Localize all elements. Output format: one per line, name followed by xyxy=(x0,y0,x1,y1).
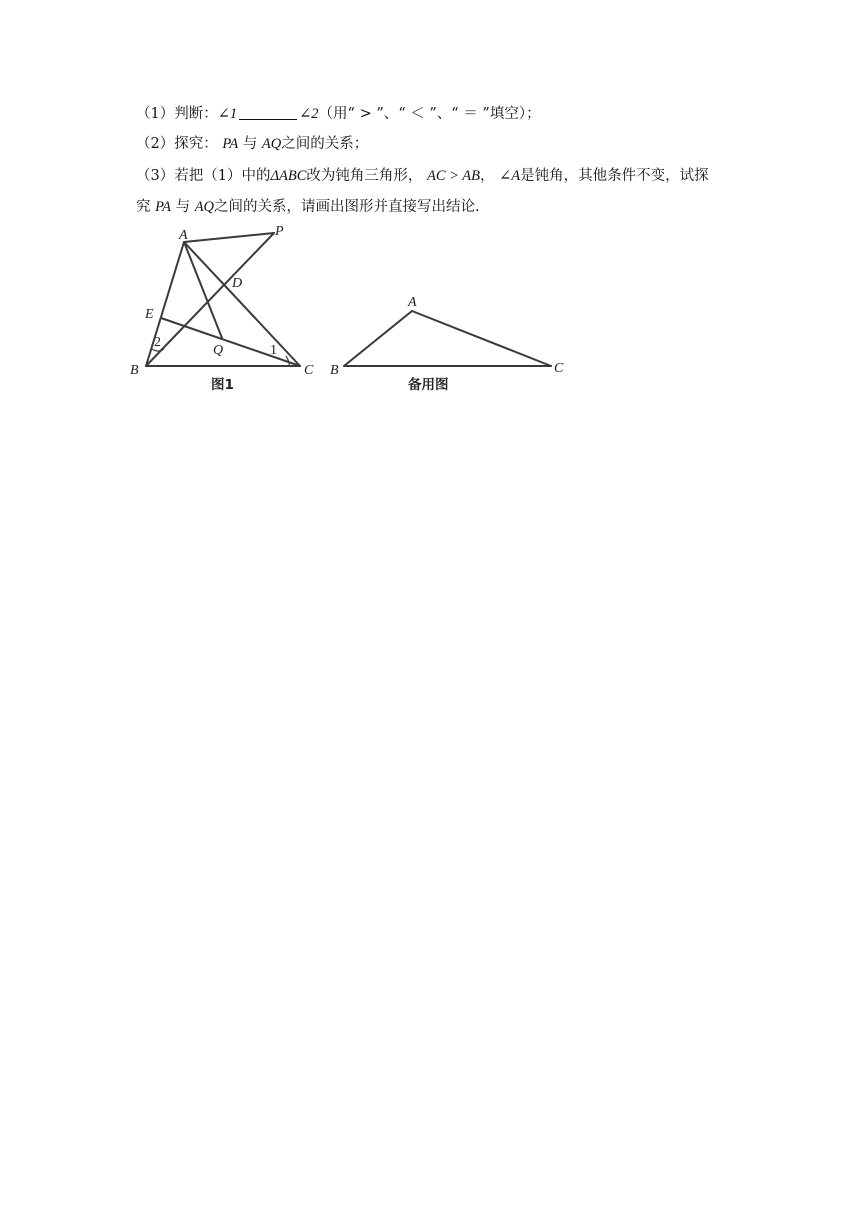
spare-label-b: B xyxy=(330,363,339,378)
figure-1-caption: 图1 xyxy=(211,377,234,393)
q3-condition: AC > AB xyxy=(426,168,480,184)
q2-pa: PA xyxy=(222,136,239,152)
q3-angle-a: ∠A xyxy=(499,168,521,184)
figure-1-svg xyxy=(0,0,860,420)
angle-1-symbol: ∠1 xyxy=(217,106,238,122)
q2-explore-label: 探究： xyxy=(174,136,218,152)
q3-triangle: ΔABC xyxy=(270,168,307,184)
label-q: Q xyxy=(213,343,224,358)
angle-1-label: 1 xyxy=(270,343,277,358)
q2-yu: 与 xyxy=(242,136,258,152)
segment-ce xyxy=(161,318,300,366)
q1-judge-label: 判断： xyxy=(174,106,218,122)
q3-aq: AQ xyxy=(194,199,215,215)
segment-ap xyxy=(184,233,274,242)
segment-ac xyxy=(184,242,300,366)
q3-text-4: 究 xyxy=(136,199,151,215)
q3-pa: PA xyxy=(155,199,171,215)
q3-text-2: 改为钝角三角形， xyxy=(306,168,423,184)
q3-comma: ， xyxy=(480,168,495,184)
figure-2-caption: 备用图 xyxy=(408,377,449,393)
q3-text-5: 之间的关系，请画出图形并直接写出结论. xyxy=(214,199,480,215)
q2-aq: AQ xyxy=(261,136,282,152)
q3-text-3: 是钝角，其他条件不变，试探 xyxy=(520,168,709,184)
q3-text-1: 若把（1）中的 xyxy=(174,168,271,184)
q3-yu: 与 xyxy=(175,199,191,215)
spare-segment-ab xyxy=(344,311,412,366)
segment-bp xyxy=(146,233,274,366)
spare-label-a: A xyxy=(408,295,417,310)
label-a: A xyxy=(179,228,188,243)
q2-number: （2） xyxy=(136,136,175,152)
q1-hint: （用“ > ”、“ ＜ ”、“ ＝ ”填空）； xyxy=(318,106,541,122)
label-c: C xyxy=(304,363,314,378)
label-d: D xyxy=(232,276,243,291)
label-b: B xyxy=(130,363,139,378)
label-p: P xyxy=(275,224,284,239)
q1-number: （1） xyxy=(136,106,175,122)
angle-2-symbol: ∠2 xyxy=(299,106,319,122)
figure-1 xyxy=(0,0,860,420)
segment-aq xyxy=(184,242,222,338)
label-e: E xyxy=(145,307,154,322)
q2-rest: 之间的关系； xyxy=(281,136,369,152)
spare-segment-ac xyxy=(412,311,551,366)
angle-2-label: 2 xyxy=(154,335,161,350)
spare-label-c: C xyxy=(554,361,564,376)
figure-2 xyxy=(330,295,564,393)
q3-number: （3） xyxy=(136,168,175,184)
